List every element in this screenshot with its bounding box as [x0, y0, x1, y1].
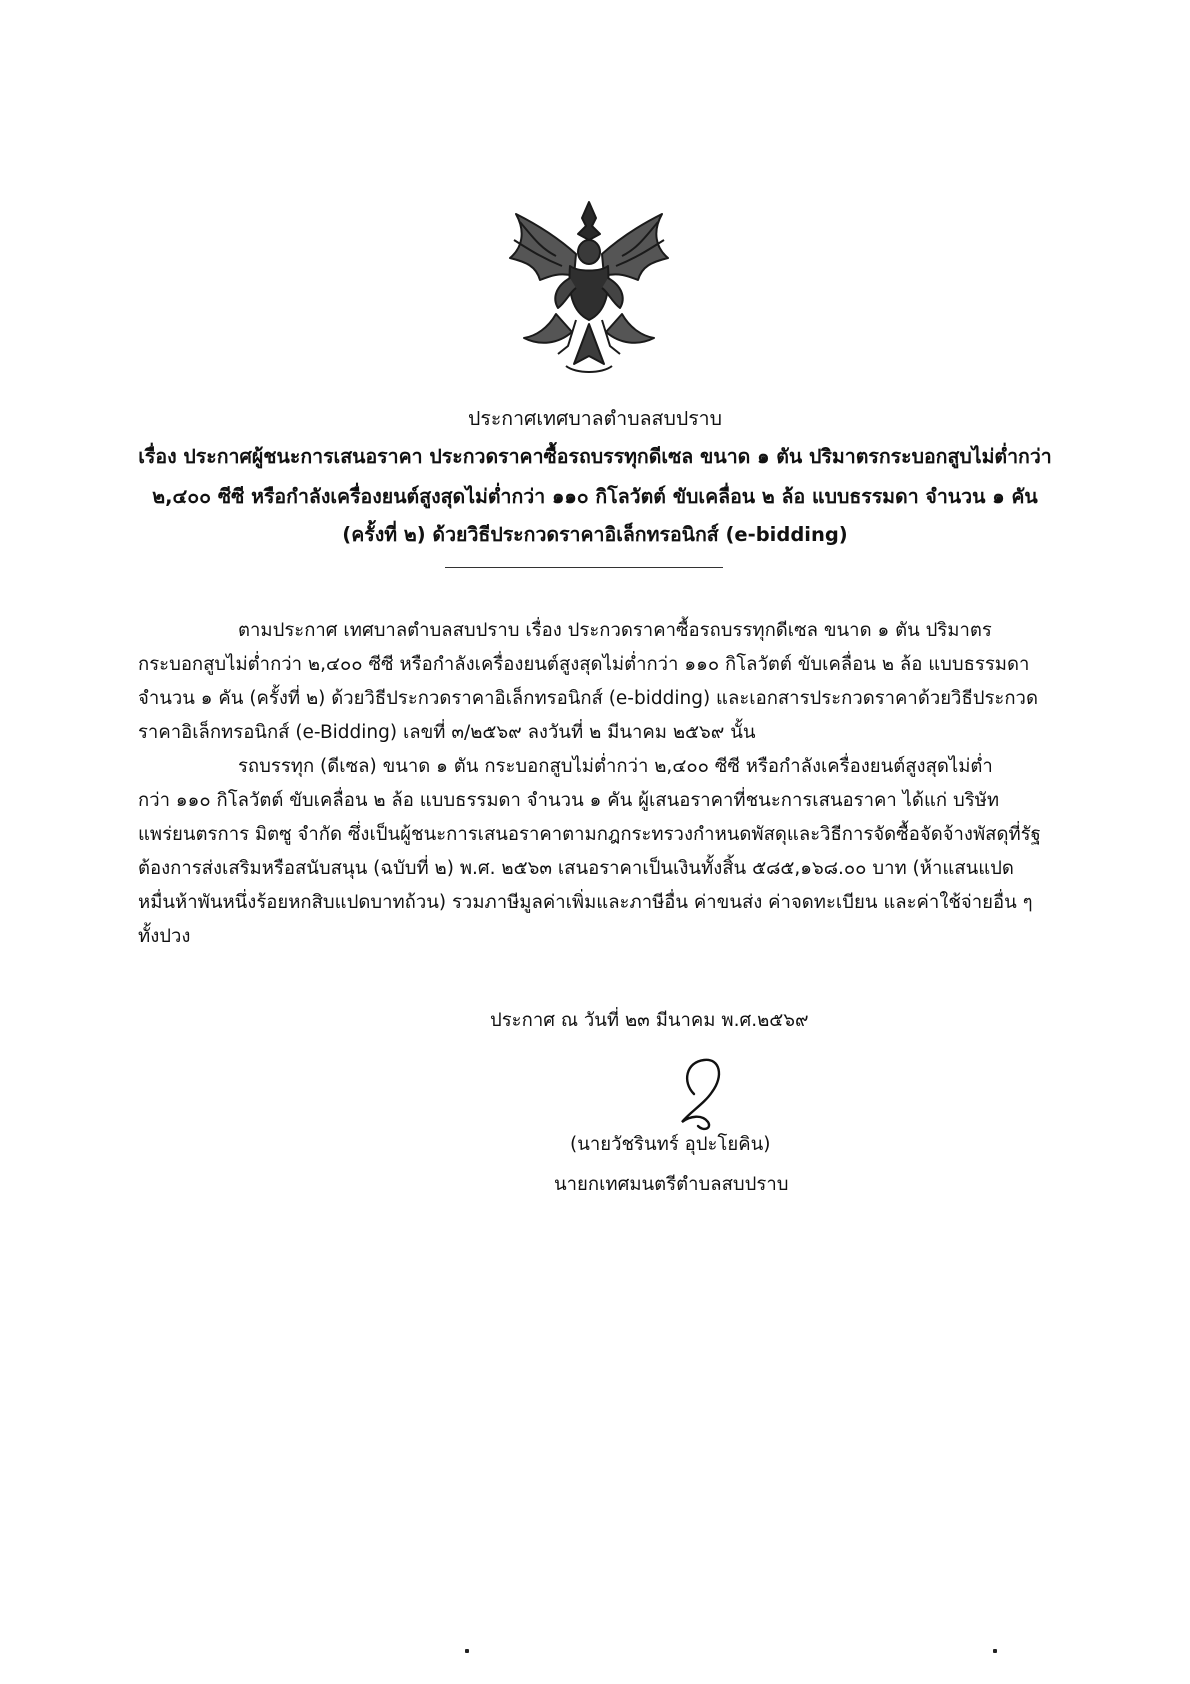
garuda-emblem-icon — [496, 196, 682, 380]
scan-speck — [993, 1649, 997, 1653]
subject-line-2: ๒,๔๐๐ ซีซี หรือกำลังเครื่องยนต์สูงสุดไม่ต่ำกว่า ๑๑๐ กิโลวัตต์ ขับเคลื่อน ๒ ล้อ แบบธรรมดา จำนวน ๑ คัน — [152, 485, 1038, 508]
paragraph-1-line-2: กระบอกสูบไม่ต่ำกว่า ๒,๔๐๐ ซีซี หรือกำลังเครื่องยนต์สูงสุดไม่ต่ำกว่า ๑๑๐ กิโลวัตต์ ขับเคลื่อน ๒ ล้อ แบบธรรมดา — [138, 654, 1030, 675]
announcement-date: ประกาศ ณ วันที่ ๒๓ มีนาคม พ.ศ.๒๕๖๙ — [490, 1010, 809, 1031]
signer-name: (นายวัชรินทร์ อุปะโยคิน) — [570, 1134, 771, 1155]
paragraph-1-line-3: จำนวน ๑ คัน (ครั้งที่ ๒) ด้วยวิธีประกวดราคาอิเล็กทรอนิกส์ (e-bidding) และเอกสารประกวดราคาด้วยวิธีประกวด — [138, 688, 1038, 709]
signer-title: นายกเทศมนตรีตำบลสบปราบ — [554, 1174, 789, 1195]
scan-speck — [465, 1649, 469, 1653]
subject-line-3: (ครั้งที่ ๒) ด้วยวิธีประกวดราคาอิเล็กทรอนิกส์ (e-bidding) — [342, 523, 848, 546]
paragraph-2-line-6: ทั้งปวง — [138, 926, 191, 947]
paragraph-1-line-1: ตามประกาศ เทศบาลตำบลสบปราบ เรื่อง ประกวดราคาซื้อรถบรรทุกดีเซล ขนาด ๑ ตัน ปริมาตร — [238, 620, 992, 641]
paragraph-1-line-4: ราคาอิเล็กทรอนิกส์ (e-Bidding) เลขที่ ๓/๒๕๖๙ ลงวันที่ ๒ มีนาคม ๒๕๖๙ นั้น — [138, 722, 756, 743]
paragraph-2-line-5: หมื่นห้าพันหนึ่งร้อยหกสิบแปดบาทถ้วน) รวมภาษีมูลค่าเพิ่มและภาษีอื่น ค่าขนส่ง ค่าจดทะเบียน และค่าใช้จ่ายอื่น ๆ — [138, 892, 1033, 913]
paragraph-2-line-2: กว่า ๑๑๐ กิโลวัตต์ ขับเคลื่อน ๒ ล้อ แบบธรรมดา จำนวน ๑ คัน ผู้เสนอราคาที่ชนะการเสนอราคา ได้แก่ บริษัท — [138, 790, 1000, 811]
handwritten-signature — [668, 1052, 738, 1136]
paragraph-2-line-3: แพร่ยนตรการ มิตซู จำกัด ซึ่งเป็นผู้ชนะการเสนอราคาตามกฎกระทรวงกำหนดพัสดุและวิธีการจัดซื้อจัดจ้างพัสดุที่รัฐ — [138, 824, 1041, 845]
paragraph-2-line-1: รถบรรทุก (ดีเซล) ขนาด ๑ ตัน กระบอกสูบไม่ต่ำกว่า ๒,๔๐๐ ซีซี หรือกำลังเครื่องยนต์สูงสุดไม่ต่ำ — [238, 756, 993, 777]
issuer-title: ประกาศเทศบาลตำบลสบปราบ — [467, 407, 723, 430]
subject-line-1: เรื่อง ประกาศผู้ชนะการเสนอราคา ประกวดราคาซื้อรถบรรทุกดีเซล ขนาด ๑ ตัน ปริมาตรกระบอกสูบไม่ต่ำกว่า — [138, 445, 1052, 468]
title-divider — [445, 567, 723, 568]
paragraph-2-line-4: ต้องการส่งเสริมหรือสนับสนุน (ฉบับที่ ๒) พ.ศ. ๒๕๖๓ เสนอราคาเป็นเงินทั้งสิ้น ๕๘๕,๑๖๘.๐๐ บาท (ห้าแสนแปด — [138, 858, 1014, 879]
